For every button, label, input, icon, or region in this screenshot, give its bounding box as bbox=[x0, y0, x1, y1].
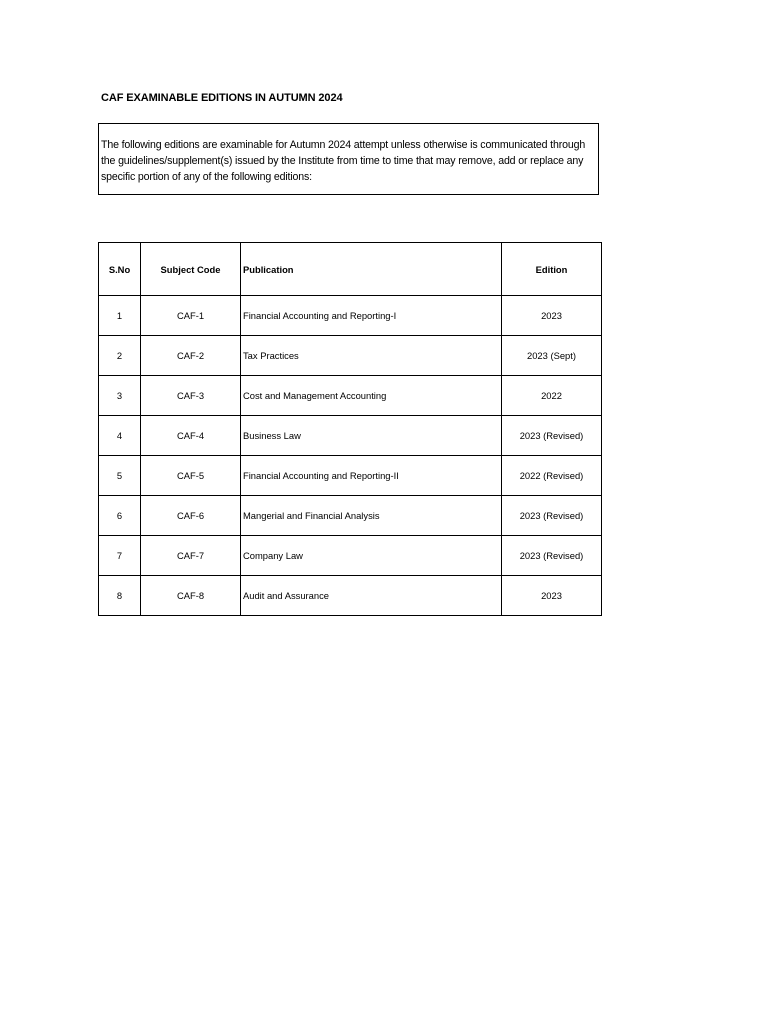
notice-text: The following editions are examinable for Autumn 2024 attempt unless otherwise is communicated through the guidelines/supplement(s) issued by the Institute from time to time that may remove, add or replace any specific portion of any of the following editions: bbox=[101, 139, 586, 183]
table-row bbox=[99, 376, 602, 416]
cell-sno: 4 bbox=[99, 416, 141, 456]
page-title: CAF EXAMINABLE EDITIONS IN AUTUMN 2024 bbox=[101, 92, 343, 104]
cell-publication: Mangerial and Financial Analysis bbox=[241, 496, 502, 536]
header-sno: S.No bbox=[99, 243, 141, 296]
cell-publication: Tax Practices bbox=[241, 336, 502, 376]
cell-edition: 2023 (Revised) bbox=[502, 496, 602, 536]
cell-subject-code: CAF-7 bbox=[141, 536, 241, 576]
cell-subject-code: CAF-4 bbox=[141, 416, 241, 456]
cell-subject-code: CAF-5 bbox=[141, 456, 241, 496]
cell-sno: 3 bbox=[99, 376, 141, 416]
cell-publication: Financial Accounting and Reporting-I bbox=[241, 296, 502, 336]
cell-subject-code: CAF-1 bbox=[141, 296, 241, 336]
cell-sno: 1 bbox=[99, 296, 141, 336]
header-edition: Edition bbox=[502, 243, 602, 296]
cell-sno: 6 bbox=[99, 496, 141, 536]
table-header-row bbox=[99, 243, 602, 296]
table-row bbox=[99, 416, 602, 456]
header-subject-code: Subject Code bbox=[141, 243, 241, 296]
table-row bbox=[99, 456, 602, 496]
table-row bbox=[99, 296, 602, 336]
notice-box bbox=[98, 123, 599, 195]
table-row bbox=[99, 496, 602, 536]
cell-sno: 7 bbox=[99, 536, 141, 576]
cell-edition: 2023 bbox=[502, 576, 602, 616]
header-publication: Publication bbox=[241, 243, 502, 296]
table-row bbox=[99, 576, 602, 616]
cell-edition: 2023 (Revised) bbox=[502, 416, 602, 456]
cell-sno: 8 bbox=[99, 576, 141, 616]
cell-publication: Financial Accounting and Reporting-II bbox=[241, 456, 502, 496]
cell-subject-code: CAF-6 bbox=[141, 496, 241, 536]
cell-publication: Cost and Management Accounting bbox=[241, 376, 502, 416]
cell-edition: 2023 bbox=[502, 296, 602, 336]
cell-publication: Audit and Assurance bbox=[241, 576, 502, 616]
cell-subject-code: CAF-3 bbox=[141, 376, 241, 416]
cell-edition: 2022 (Revised) bbox=[502, 456, 602, 496]
cell-subject-code: CAF-8 bbox=[141, 576, 241, 616]
cell-sno: 2 bbox=[99, 336, 141, 376]
table-row bbox=[99, 336, 602, 376]
cell-subject-code: CAF-2 bbox=[141, 336, 241, 376]
cell-edition: 2022 bbox=[502, 376, 602, 416]
cell-edition: 2023 (Sept) bbox=[502, 336, 602, 376]
cell-edition: 2023 (Revised) bbox=[502, 536, 602, 576]
cell-publication: Company Law bbox=[241, 536, 502, 576]
cell-publication: Business Law bbox=[241, 416, 502, 456]
table-row bbox=[99, 536, 602, 576]
editions-table bbox=[98, 242, 602, 616]
cell-sno: 5 bbox=[99, 456, 141, 496]
